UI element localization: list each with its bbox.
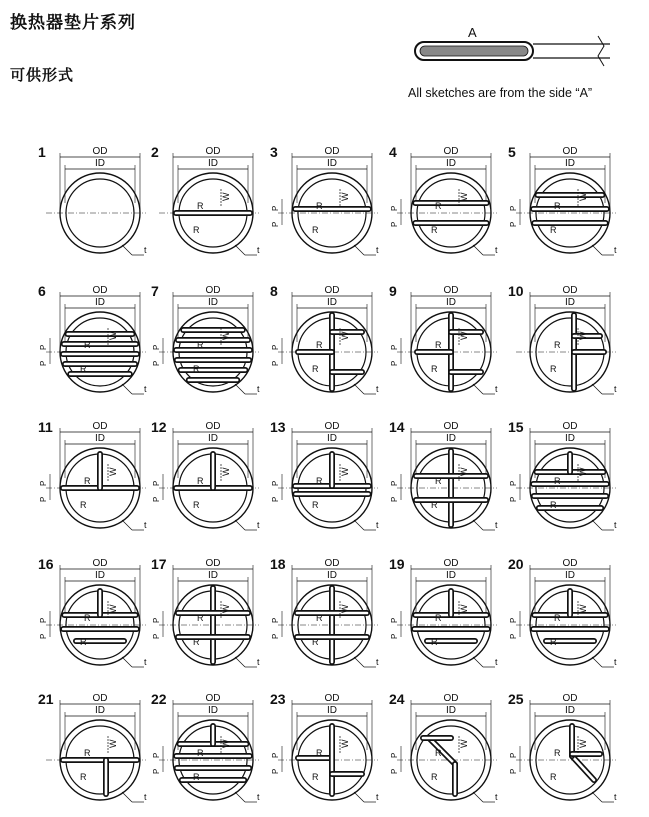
sketch-number: 15 bbox=[508, 419, 524, 435]
w-label: W bbox=[340, 467, 350, 476]
w-label: W bbox=[578, 331, 588, 340]
side-view-note: All sketches are from the side “A” bbox=[408, 86, 593, 100]
od-label: OD bbox=[324, 558, 340, 569]
sketch-number: 16 bbox=[38, 556, 54, 572]
od-label: OD bbox=[324, 693, 340, 704]
p-label: P bbox=[271, 752, 280, 758]
sketch-number: 23 bbox=[270, 691, 286, 707]
r-label: R bbox=[550, 637, 557, 647]
p-label: P bbox=[39, 344, 48, 350]
p-label: P bbox=[509, 617, 518, 623]
page-subtitle: 可供形式 bbox=[10, 66, 75, 84]
r-label: R bbox=[80, 364, 87, 374]
p-label: P bbox=[271, 344, 280, 350]
r-label: R bbox=[431, 225, 438, 235]
r-label: R bbox=[431, 500, 438, 510]
p-label: P bbox=[271, 633, 280, 639]
p-label: P bbox=[509, 480, 518, 486]
t-label: t bbox=[495, 657, 498, 667]
w-label: W bbox=[459, 467, 469, 476]
w-label: W bbox=[108, 331, 118, 340]
r-label: R bbox=[554, 748, 561, 758]
p-label: P bbox=[152, 752, 161, 758]
id-label: ID bbox=[446, 297, 456, 308]
id-label: ID bbox=[327, 433, 337, 444]
t-label: t bbox=[495, 792, 498, 802]
od-label: OD bbox=[562, 285, 578, 296]
t-label: t bbox=[376, 657, 379, 667]
p-label: P bbox=[39, 360, 48, 366]
sketch-number: 4 bbox=[389, 144, 397, 160]
w-label: W bbox=[459, 331, 469, 340]
t-label: t bbox=[495, 384, 498, 394]
r-label: R bbox=[193, 225, 200, 235]
od-label: OD bbox=[92, 421, 108, 432]
p-label: P bbox=[390, 768, 399, 774]
od-label: OD bbox=[205, 421, 221, 432]
w-label: W bbox=[578, 192, 588, 201]
od-label: OD bbox=[443, 421, 459, 432]
r-label: R bbox=[554, 613, 561, 623]
t-label: t bbox=[495, 520, 498, 530]
id-label: ID bbox=[327, 297, 337, 308]
r-label: R bbox=[84, 613, 91, 623]
r-label: R bbox=[550, 225, 557, 235]
id-label: ID bbox=[327, 158, 337, 169]
gasket-sketch-5 bbox=[508, 144, 617, 255]
gasket-sketch-24 bbox=[389, 691, 498, 802]
p-label: P bbox=[152, 617, 161, 623]
r-label: R bbox=[197, 748, 204, 758]
r-label: R bbox=[554, 340, 561, 350]
w-label: W bbox=[340, 331, 350, 340]
p-label: P bbox=[390, 480, 399, 486]
t-label: t bbox=[257, 384, 260, 394]
p-label: P bbox=[390, 496, 399, 502]
od-label: OD bbox=[92, 146, 108, 157]
r-label: R bbox=[197, 476, 204, 486]
r-label: R bbox=[80, 500, 87, 510]
r-label: R bbox=[316, 748, 323, 758]
gasket-sketch-11 bbox=[38, 419, 147, 530]
sketch-number: 25 bbox=[508, 691, 524, 707]
gasket-sketch-8 bbox=[270, 283, 379, 394]
sketch-number: 7 bbox=[151, 283, 159, 299]
sketch-number: 8 bbox=[270, 283, 278, 299]
p-label: P bbox=[152, 496, 161, 502]
r-label: R bbox=[435, 201, 442, 211]
p-label: P bbox=[390, 344, 399, 350]
gasket-sketch-25 bbox=[508, 691, 617, 802]
t-label: t bbox=[376, 384, 379, 394]
t-label: t bbox=[257, 520, 260, 530]
id-label: ID bbox=[565, 433, 575, 444]
side-view-diagram bbox=[415, 25, 610, 66]
r-label: R bbox=[193, 364, 200, 374]
od-label: OD bbox=[92, 558, 108, 569]
id-label: ID bbox=[208, 297, 218, 308]
r-label: R bbox=[550, 500, 557, 510]
gasket-sketch-1 bbox=[38, 144, 147, 255]
r-label: R bbox=[312, 364, 319, 374]
t-label: t bbox=[257, 245, 260, 255]
id-label: ID bbox=[95, 705, 105, 716]
p-label: P bbox=[271, 768, 280, 774]
t-label: t bbox=[144, 792, 147, 802]
id-label: ID bbox=[446, 570, 456, 581]
od-label: OD bbox=[205, 558, 221, 569]
r-label: R bbox=[312, 500, 319, 510]
p-label: P bbox=[271, 205, 280, 211]
od-label: OD bbox=[443, 146, 459, 157]
t-label: t bbox=[614, 245, 617, 255]
gasket-sketch-20 bbox=[508, 556, 617, 667]
id-label: ID bbox=[565, 158, 575, 169]
w-label: W bbox=[459, 739, 469, 748]
id-label: ID bbox=[208, 570, 218, 581]
w-label: W bbox=[340, 739, 350, 748]
gasket-sketch-22 bbox=[151, 691, 260, 802]
t-label: t bbox=[144, 657, 147, 667]
sketch-number: 5 bbox=[508, 144, 516, 160]
p-label: P bbox=[271, 480, 280, 486]
w-label: W bbox=[578, 739, 588, 748]
gasket-sketch-14 bbox=[389, 419, 498, 530]
gasket-sketch-2 bbox=[151, 144, 260, 255]
r-label: R bbox=[316, 613, 323, 623]
p-label: P bbox=[271, 360, 280, 366]
t-label: t bbox=[144, 245, 147, 255]
id-label: ID bbox=[95, 158, 105, 169]
t-label: t bbox=[614, 384, 617, 394]
sketch-number: 17 bbox=[151, 556, 167, 572]
id-label: ID bbox=[95, 297, 105, 308]
id-label: ID bbox=[208, 158, 218, 169]
t-label: t bbox=[614, 792, 617, 802]
w-label: W bbox=[459, 192, 469, 201]
t-label: t bbox=[376, 792, 379, 802]
t-label: t bbox=[144, 520, 147, 530]
r-label: R bbox=[554, 476, 561, 486]
p-label: P bbox=[152, 768, 161, 774]
id-label: ID bbox=[208, 705, 218, 716]
r-label: R bbox=[431, 772, 438, 782]
r-label: R bbox=[312, 225, 319, 235]
p-label: P bbox=[39, 633, 48, 639]
od-label: OD bbox=[443, 558, 459, 569]
od-label: OD bbox=[562, 421, 578, 432]
sketch-number: 22 bbox=[151, 691, 167, 707]
gasket-sketch-10 bbox=[508, 283, 617, 394]
id-label: ID bbox=[446, 705, 456, 716]
p-label: P bbox=[39, 496, 48, 502]
od-label: OD bbox=[443, 285, 459, 296]
od-label: OD bbox=[92, 693, 108, 704]
od-label: OD bbox=[205, 285, 221, 296]
p-label: P bbox=[152, 360, 161, 366]
r-label: R bbox=[550, 364, 557, 374]
page-title: 换热器垫片系列 bbox=[10, 13, 136, 33]
w-label: W bbox=[108, 604, 118, 613]
od-label: OD bbox=[205, 146, 221, 157]
w-label: W bbox=[340, 192, 350, 201]
gasket-sketch-19 bbox=[389, 556, 498, 667]
sketch-number: 10 bbox=[508, 283, 524, 299]
gasket-sketch-16 bbox=[38, 556, 147, 667]
gasket-sketch-13 bbox=[270, 419, 379, 530]
r-label: R bbox=[435, 748, 442, 758]
p-label: P bbox=[390, 752, 399, 758]
r-label: R bbox=[80, 637, 87, 647]
r-label: R bbox=[197, 340, 204, 350]
w-label: W bbox=[221, 331, 231, 340]
p-label: P bbox=[271, 221, 280, 227]
sketch-number: 9 bbox=[389, 283, 397, 299]
sketch-number: 18 bbox=[270, 556, 286, 572]
od-label: OD bbox=[562, 693, 578, 704]
sketch-number: 13 bbox=[270, 419, 286, 435]
id-label: ID bbox=[327, 705, 337, 716]
gasket-sketch-21 bbox=[38, 691, 147, 802]
sketch-number: 1 bbox=[38, 144, 46, 160]
w-label: W bbox=[578, 604, 588, 613]
sketch-number: 3 bbox=[270, 144, 278, 160]
od-label: OD bbox=[562, 146, 578, 157]
p-label: P bbox=[390, 205, 399, 211]
id-label: ID bbox=[446, 433, 456, 444]
r-label: R bbox=[84, 340, 91, 350]
gasket-sketch-7 bbox=[151, 283, 260, 394]
p-label: P bbox=[152, 480, 161, 486]
p-label: P bbox=[390, 617, 399, 623]
gasket-sketch-3 bbox=[270, 144, 379, 255]
p-label: P bbox=[509, 221, 518, 227]
p-label: P bbox=[509, 768, 518, 774]
gasket-sketch-23 bbox=[270, 691, 379, 802]
w-label: W bbox=[108, 467, 118, 476]
t-label: t bbox=[376, 520, 379, 530]
r-label: R bbox=[316, 201, 323, 211]
w-label: W bbox=[340, 604, 350, 613]
p-label: P bbox=[390, 221, 399, 227]
p-label: P bbox=[39, 480, 48, 486]
r-label: R bbox=[550, 772, 557, 782]
p-label: P bbox=[390, 360, 399, 366]
p-label: P bbox=[39, 617, 48, 623]
r-label: R bbox=[435, 340, 442, 350]
r-label: R bbox=[197, 613, 204, 623]
od-label: OD bbox=[562, 558, 578, 569]
r-label: R bbox=[197, 201, 204, 211]
t-label: t bbox=[257, 657, 260, 667]
sketch-number: 24 bbox=[389, 691, 405, 707]
r-label: R bbox=[193, 500, 200, 510]
gasket-sketch-17 bbox=[151, 556, 260, 667]
sketch-number: 20 bbox=[508, 556, 524, 572]
r-label: R bbox=[312, 637, 319, 647]
w-label: W bbox=[221, 192, 231, 201]
p-label: P bbox=[509, 205, 518, 211]
t-label: t bbox=[495, 245, 498, 255]
sketch-number: 19 bbox=[389, 556, 405, 572]
p-label: P bbox=[509, 752, 518, 758]
gasket-sketch-4 bbox=[389, 144, 498, 255]
r-label: R bbox=[435, 613, 442, 623]
od-label: OD bbox=[205, 693, 221, 704]
t-label: t bbox=[376, 245, 379, 255]
r-label: R bbox=[316, 476, 323, 486]
id-label: ID bbox=[565, 570, 575, 581]
t-label: t bbox=[614, 520, 617, 530]
id-label: ID bbox=[565, 705, 575, 716]
p-label: P bbox=[509, 496, 518, 502]
r-label: R bbox=[84, 748, 91, 758]
p-label: P bbox=[271, 617, 280, 623]
r-label: R bbox=[193, 637, 200, 647]
od-label: OD bbox=[443, 693, 459, 704]
sketch-number: 21 bbox=[38, 691, 54, 707]
r-label: R bbox=[431, 364, 438, 374]
od-label: OD bbox=[92, 285, 108, 296]
w-label: W bbox=[108, 739, 118, 748]
sketch-number: 2 bbox=[151, 144, 159, 160]
id-label: ID bbox=[95, 570, 105, 581]
side-view-label: A bbox=[468, 25, 477, 40]
r-label: R bbox=[554, 201, 561, 211]
od-label: OD bbox=[324, 421, 340, 432]
r-label: R bbox=[316, 340, 323, 350]
id-label: ID bbox=[208, 433, 218, 444]
r-label: R bbox=[312, 772, 319, 782]
r-label: R bbox=[435, 476, 442, 486]
sketch-number: 12 bbox=[151, 419, 167, 435]
id-label: ID bbox=[446, 158, 456, 169]
sketch-number: 6 bbox=[38, 283, 46, 299]
id-label: ID bbox=[95, 433, 105, 444]
gasket-sketch-15 bbox=[508, 419, 617, 530]
od-label: OD bbox=[324, 146, 340, 157]
r-label: R bbox=[431, 637, 438, 647]
sketch-number: 14 bbox=[389, 419, 405, 435]
w-label: W bbox=[578, 467, 588, 476]
p-label: P bbox=[390, 633, 399, 639]
gasket-sketch-9 bbox=[389, 283, 498, 394]
id-label: ID bbox=[327, 570, 337, 581]
w-label: W bbox=[221, 604, 231, 613]
gasket-sketch-18 bbox=[270, 556, 379, 667]
p-label: P bbox=[271, 496, 280, 502]
p-label: P bbox=[509, 633, 518, 639]
p-label: P bbox=[152, 344, 161, 350]
gasket-sketch-12 bbox=[151, 419, 260, 530]
w-label: W bbox=[221, 739, 231, 748]
od-label: OD bbox=[324, 285, 340, 296]
sketch-number: 11 bbox=[38, 419, 53, 435]
r-label: R bbox=[84, 476, 91, 486]
r-label: R bbox=[193, 772, 200, 782]
id-label: ID bbox=[565, 297, 575, 308]
p-label: P bbox=[152, 633, 161, 639]
t-label: t bbox=[257, 792, 260, 802]
w-label: W bbox=[459, 604, 469, 613]
t-label: t bbox=[614, 657, 617, 667]
gasket-sketch-6 bbox=[38, 283, 147, 394]
w-label: W bbox=[221, 467, 231, 476]
t-label: t bbox=[144, 384, 147, 394]
r-label: R bbox=[80, 772, 87, 782]
